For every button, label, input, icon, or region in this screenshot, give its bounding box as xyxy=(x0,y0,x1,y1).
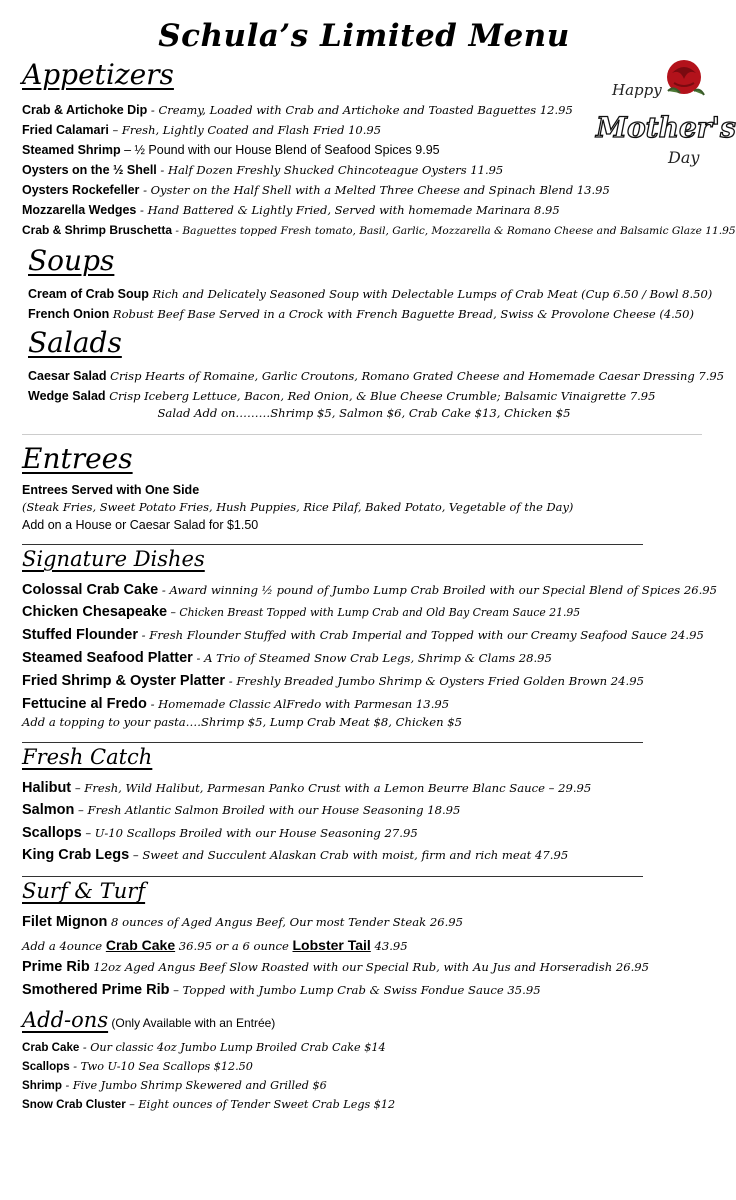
salad-addon: Salad Add on………Shrimp $5, Salmon $6, Crab Cake $13, Chicken $5 xyxy=(157,406,571,420)
crab-cake-addon: Crab Cake xyxy=(105,937,176,953)
appetizer-item: Fried Calamari – Fresh, Lightly Coated and Flash Fried 10.95 xyxy=(22,123,382,137)
appetizer-item: Oysters on the ½ Shell - Half Dozen Freshly Shucked Chincoteague Oysters 11.95 xyxy=(22,163,504,177)
surf-add-line: Add a 4ounce Crab Cake 36.95 or a 6 ounce Lobster Tail 43.95 xyxy=(22,937,408,953)
lobster-tail-addon: Lobster Tail xyxy=(292,937,371,953)
entrees-add-salad: Add on a House or Caesar Salad for $1.50 xyxy=(22,518,259,532)
fresh-item: Salmon – Fresh Atlantic Salmon Broiled with our House Seasoning 18.95 xyxy=(22,802,461,818)
signature-item: Chicken Chesapeake – Chicken Breast Topped with Lump Crab and Old Bay Cream Sauce 21.95 xyxy=(22,604,581,620)
logo-happy: Happy xyxy=(612,81,662,99)
fresh-item: Scallops – U-10 Scallops Broiled with our House Seasoning 27.95 xyxy=(22,825,418,841)
divider xyxy=(22,742,643,743)
divider xyxy=(22,876,643,877)
menu-title: Schula’s Limited Menu xyxy=(158,18,570,54)
appetizer-item: Crab & Shrimp Bruschetta - Baguettes topped Fresh tomato, Basil, Garlic, Mozzarella & Romano Cheese and Balsamic Glaze 11.95 xyxy=(22,223,736,237)
soups-heading: Soups xyxy=(28,244,115,277)
signature-item: Fried Shrimp & Oyster Platter - Freshly Breaded Jumbo Shrimp & Oysters Fried Golden Brown 24.95 xyxy=(22,673,644,689)
entrees-heading: Entrees xyxy=(22,442,133,475)
addons-note: (Only Available with an Entrée) xyxy=(108,1016,276,1030)
entrees-sides: (Steak Fries, Sweet Potato Fries, Hush Puppies, Rice Pilaf, Baked Potato, Vegetable of the Day) xyxy=(22,500,574,514)
surf-item: Prime Rib 12oz Aged Angus Beef Slow Roasted with our Special Rub, with Au Jus and Horseradish 26.95 xyxy=(22,959,650,975)
appetizers-heading: Appetizers xyxy=(22,58,174,91)
salad-item: Wedge Salad Crisp Iceberg Lettuce, Bacon, Red Onion, & Blue Cheese Crumble; Balsamic Vinaigrette 7.95 xyxy=(28,389,656,403)
salads-heading: Salads xyxy=(28,326,122,359)
pasta-topping: Add a topping to your pasta….Shrimp $5, Lump Crab Meat $8, Chicken $5 xyxy=(22,715,462,729)
addon-item: Snow Crab Cluster – Eight ounces of Tender Sweet Crab Legs $12 xyxy=(22,1098,396,1111)
appetizer-item: Crab & Artichoke Dip - Creamy, Loaded with Crab and Artichoke and Toasted Baguettes 12.95 xyxy=(22,103,573,117)
fresh-item: King Crab Legs – Sweet and Succulent Alaskan Crab with moist, firm and rich meat 47.95 xyxy=(22,847,569,863)
surf-item: Smothered Prime Rib – Topped with Jumbo Lump Crab & Swiss Fondue Sauce 35.95 xyxy=(22,982,541,998)
salad-item: Caesar Salad Crisp Hearts of Romaine, Garlic Croutons, Romano Grated Cheese and Homemade Caesar Dressing 7.95 xyxy=(28,369,725,383)
signature-item: Colossal Crab Cake - Award winning ½ pound of Jumbo Lump Crab Broiled with our Special Blend of Spices 26.95 xyxy=(22,582,718,598)
signature-item: Steamed Seafood Platter - A Trio of Steamed Snow Crab Legs, Shrimp & Clams 28.95 xyxy=(22,650,552,666)
divider xyxy=(22,544,643,545)
addons-heading: Add-ons xyxy=(22,1008,109,1032)
surf-turf-heading: Surf & Turf xyxy=(22,879,146,903)
fresh-item: Halibut – Fresh, Wild Halibut, Parmesan Panko Crust with a Lemon Beurre Blanc Sauce – 29.95 xyxy=(22,780,592,796)
rose-icon xyxy=(590,55,736,173)
addon-item: Crab Cake - Our classic 4oz Jumbo Lump Broiled Crab Cake $14 xyxy=(22,1041,386,1054)
appetizer-item: Steamed Shrimp – ½ Pound with our House Blend of Seafood Spices 9.95 xyxy=(22,143,440,157)
signature-item: Fettucine al Fredo - Homemade Classic AlFredo with Parmesan 13.95 xyxy=(22,696,450,712)
addons-header xyxy=(22,1008,275,1032)
fresh-catch-heading: Fresh Catch xyxy=(22,745,153,769)
surf-item: Filet Mignon 8 ounces of Aged Angus Beef, Our most Tender Steak 26.95 xyxy=(22,914,464,930)
divider xyxy=(22,434,702,435)
appetizer-item: Mozzarella Wedges - Hand Battered & Lightly Fried, Served with homemade Marinara 8.95 xyxy=(22,203,560,217)
appetizer-item: Oysters Rockefeller - Oyster on the Half Shell with a Melted Three Cheese and Spinach Blend 13.95 xyxy=(22,183,610,197)
mothers-day-logo xyxy=(590,55,736,173)
entrees-served: Entrees Served with One Side xyxy=(22,483,200,497)
soup-item: French Onion Robust Beef Base Served in a Crock with French Baguette Bread, Swiss & Provolone Cheese (4.50) xyxy=(28,307,694,321)
signature-heading: Signature Dishes xyxy=(22,547,205,571)
logo-day: Day xyxy=(668,148,700,167)
soup-item: Cream of Crab Soup Rich and Delicately Seasoned Soup with Delectable Lumps of Crab Meat (Cup 6.50 / Bowl 8.50) xyxy=(28,287,713,301)
logo-mothers: Mother's xyxy=(596,111,736,144)
addon-item: Shrimp - Five Jumbo Shrimp Skewered and Grilled $6 xyxy=(22,1079,327,1092)
addon-item: Scallops - Two U-10 Sea Scallops $12.50 xyxy=(22,1060,253,1073)
signature-item: Stuffed Flounder - Fresh Flounder Stuffed with Crab Imperial and Topped with our Creamy Seafood Sauce 24.95 xyxy=(22,627,704,643)
